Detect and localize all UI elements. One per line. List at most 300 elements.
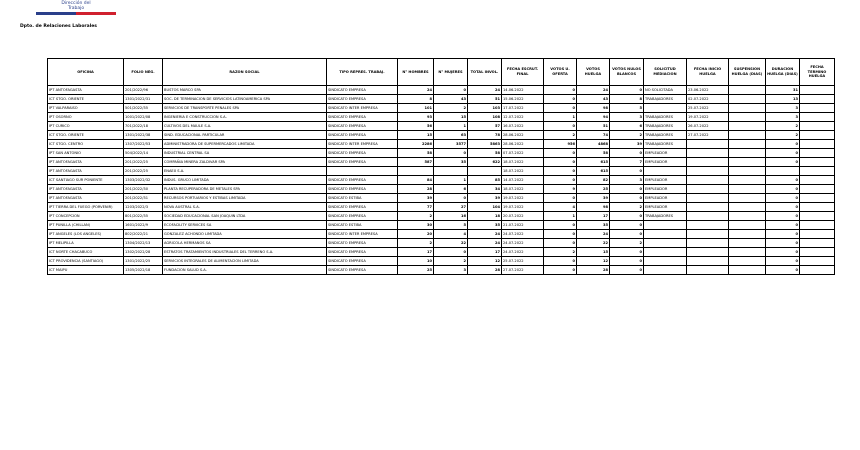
table-cell: 0	[766, 248, 800, 257]
table-cell: SINDICATO ESTIBA	[327, 221, 398, 230]
table-cell	[800, 122, 835, 131]
table-cell: IPT CURICO	[48, 122, 124, 131]
table-cell: 94	[577, 113, 610, 122]
table-cell	[729, 86, 766, 95]
table-cell: 2	[610, 203, 644, 212]
table-cell: 24	[468, 230, 502, 239]
table-cell	[800, 212, 835, 221]
table-row	[48, 113, 835, 122]
table-cell: 101	[398, 104, 434, 113]
table-cell: EMPLEADOR	[644, 158, 687, 167]
table-cell: 0	[610, 221, 644, 230]
table-cell	[800, 230, 835, 239]
table-cell: 0	[610, 212, 644, 221]
table-cell	[729, 140, 766, 149]
table-cell: ESTRATOS TRATAMIENTOS INDUSTRIALES DEL TERRENO S.A.	[163, 248, 327, 257]
table-cell: SINDICATO EMPRESA	[327, 248, 398, 257]
table-cell	[687, 221, 729, 230]
table-cell: 93	[398, 113, 434, 122]
table-row	[48, 266, 835, 275]
table-cell	[729, 104, 766, 113]
table-cell	[766, 167, 800, 176]
table-cell: 0	[544, 230, 577, 239]
table-cell: COMPAÑIA MINERA ZALDIVAR SPA	[163, 158, 327, 167]
table-cell: SINDICATO EMPRESA	[327, 239, 398, 248]
table-cell: 9	[544, 185, 577, 194]
table-cell: 20.07.2022	[502, 212, 544, 221]
table-cell: SINDICATO EMPRESA	[327, 212, 398, 221]
table-cell	[434, 167, 468, 176]
table-cell: ENAEX S.A.	[163, 167, 327, 176]
logo-line-2: Trabajo	[67, 6, 85, 11]
table-cell: 7	[610, 158, 644, 167]
table-cell	[800, 86, 835, 95]
table-cell: 12.07.2022	[502, 113, 544, 122]
table-cell: ICT MAIPU	[48, 266, 124, 275]
table-cell: GONZALEZ ACHONDO LIMITADA	[163, 230, 327, 239]
table-cell	[800, 266, 835, 275]
table-cell: 3	[766, 104, 800, 113]
column-header: FECHA TERMINO HUELGA	[800, 59, 835, 86]
table-cell: SINDICATO EMPRESA	[327, 95, 398, 104]
table-cell: 201/2022/31	[124, 194, 163, 203]
column-header: FOLIO NEG.	[124, 59, 163, 86]
table-cell: 4868	[577, 140, 610, 149]
table-cell: 615	[577, 167, 610, 176]
table-cell: 2	[544, 131, 577, 140]
table-cell: 24.07.2022	[502, 248, 544, 257]
column-header: N° MUJERES	[434, 59, 468, 86]
table-cell: 0	[766, 140, 800, 149]
table-cell: SINDICATO EMPRESA	[327, 86, 398, 95]
table-cell: 0	[544, 158, 577, 167]
table-cell: 0	[544, 194, 577, 203]
table-cell: 15	[434, 113, 468, 122]
table-cell: SINDICATO INTER EMPRESA	[327, 104, 398, 113]
table-cell: 0	[610, 149, 644, 158]
table-cell: 3	[434, 266, 468, 275]
column-header: VOTOS HUELGA	[577, 59, 610, 86]
table-cell: 0	[766, 239, 800, 248]
table-cell: 34	[468, 185, 502, 194]
table-row	[48, 86, 835, 95]
table-cell: 51	[577, 122, 610, 131]
table-row	[48, 203, 835, 212]
table-cell	[729, 167, 766, 176]
table-cell: RECURSOS PORTUARIOS Y ESTIBAS LIMITADA	[163, 194, 327, 203]
table-cell: SINDICATO EMPRESA	[327, 185, 398, 194]
table-cell: 0	[544, 122, 577, 131]
table-cell: 25.07.2022	[502, 257, 544, 266]
table-cell: 25	[577, 185, 610, 194]
table-cell	[800, 113, 835, 122]
table-cell	[800, 257, 835, 266]
table-cell	[729, 95, 766, 104]
table-cell: ADMINISTRADORA DE SUPERMERCADOS LIMITADA	[163, 140, 327, 149]
table-cell	[729, 221, 766, 230]
table-cell: 2	[544, 248, 577, 257]
table-cell: 24	[468, 86, 502, 95]
table-row	[48, 176, 835, 185]
table-cell: 35	[434, 158, 468, 167]
column-header: FECHA ESCRUT. FINAL	[502, 59, 544, 86]
table-cell	[729, 257, 766, 266]
table-cell: CULTIVOS DEL MAULE S.A.	[163, 122, 327, 131]
table-cell: EMPLEADOR	[644, 194, 687, 203]
table-cell: 3577	[434, 140, 468, 149]
column-header: N° HOMBRES	[398, 59, 434, 86]
table-cell: IPT ANTOFAGASTA	[48, 194, 124, 203]
table-cell: 0	[610, 86, 644, 95]
table-row	[48, 131, 835, 140]
table-cell	[644, 239, 687, 248]
table-cell: 0	[434, 86, 468, 95]
table-cell	[729, 149, 766, 158]
table-cell: 16	[434, 212, 468, 221]
table-cell	[800, 176, 835, 185]
table-cell: 39	[468, 194, 502, 203]
table-cell: 201/2022/25	[124, 158, 163, 167]
table-cell: 622	[468, 158, 502, 167]
table-cell: BUSTOS MARCO SPA	[163, 86, 327, 95]
table-cell: 0	[544, 221, 577, 230]
table-cell: TRABAJADORES	[644, 212, 687, 221]
table-cell: 82	[577, 176, 610, 185]
table-cell: 2	[434, 257, 468, 266]
table-cell: SINDICATO INTER EMPRESA	[327, 230, 398, 239]
table-cell	[800, 158, 835, 167]
table-cell: 10	[398, 257, 434, 266]
table-row	[48, 140, 835, 149]
table-cell	[687, 212, 729, 221]
table-cell: 13	[766, 95, 800, 104]
table-cell: IPT ANTOFAGASTA	[48, 86, 124, 95]
table-row	[48, 221, 835, 230]
table-cell: FUNDACION SALUD S.A.	[163, 266, 327, 275]
table-cell	[687, 239, 729, 248]
column-header: RAZON SOCIAL	[163, 59, 327, 86]
table-cell: INGENIERIA E CONSTRUCCION S.A.	[163, 113, 327, 122]
table-cell: 24	[468, 239, 502, 248]
table-cell: 85	[468, 176, 502, 185]
table-cell: SINDICATO EMPRESA	[327, 266, 398, 275]
table-cell: 98	[577, 104, 610, 113]
table-cell: 0	[434, 194, 468, 203]
column-header: TOTAL INVOL.	[468, 59, 502, 86]
table-cell: 2	[398, 239, 434, 248]
table-cell: 5	[434, 221, 468, 230]
table-cell: 18.07.2022	[502, 167, 544, 176]
table-cell: 22	[434, 239, 468, 248]
table-cell: 0	[544, 104, 577, 113]
table-cell	[729, 203, 766, 212]
table-cell	[687, 203, 729, 212]
table-cell: 17	[468, 248, 502, 257]
table-cell: IPT PUNILLA (CHILLAN)	[48, 221, 124, 230]
table-cell: TRABAJADORES	[644, 140, 687, 149]
column-header: VOTOS U. OFERTA	[544, 59, 577, 86]
table-cell: SINDICATO EMPRESA	[327, 131, 398, 140]
table-row	[48, 158, 835, 167]
table-cell: 77	[398, 203, 434, 212]
table-cell: 18	[468, 212, 502, 221]
table-cell: TRABAJADORES	[644, 131, 687, 140]
table-cell: INDUS. GRUCO LIMITADA	[163, 176, 327, 185]
table-cell: 28.06.2022	[502, 140, 544, 149]
table-cell	[800, 221, 835, 230]
table-cell: 0	[544, 239, 577, 248]
table-cell: 5863	[468, 140, 502, 149]
column-header: DURACION HUELGA (DIAS)	[766, 59, 800, 86]
table-cell: 0	[544, 95, 577, 104]
table-cell: 0	[434, 149, 468, 158]
table-cell: IPT ANGELES (LOS ANGELES)	[48, 230, 124, 239]
table-cell	[687, 257, 729, 266]
table-cell: 6	[434, 185, 468, 194]
table-cell: SERVICIOS INTEGRALES DE ALIMENTACION LIMITADA	[163, 257, 327, 266]
table-cell: 5	[610, 104, 644, 113]
table-row	[48, 185, 835, 194]
table-cell	[729, 131, 766, 140]
table-cell	[729, 176, 766, 185]
table-cell: 201/2022/25	[124, 167, 163, 176]
table-row	[48, 194, 835, 203]
table-cell	[687, 266, 729, 275]
table-cell: 701/2022/18	[124, 122, 163, 131]
table-cell	[687, 167, 729, 176]
table-cell: 0	[610, 266, 644, 275]
table-cell: 15.06.2022	[502, 95, 544, 104]
table-cell: 2	[434, 104, 468, 113]
table-cell: 22	[577, 239, 610, 248]
table-cell: TRABAJADORES	[644, 113, 687, 122]
table-cell: 98	[577, 203, 610, 212]
table-cell: 12	[577, 257, 610, 266]
table-row	[48, 257, 835, 266]
table-row	[48, 104, 835, 113]
table-cell: EMPLEADOR	[644, 185, 687, 194]
table-cell: ICT STGO. CENTRO	[48, 140, 124, 149]
table-cell: 39	[610, 140, 644, 149]
table-cell: 0	[766, 212, 800, 221]
table-cell: 1	[544, 113, 577, 122]
table-cell: 24.07.2022	[502, 239, 544, 248]
table-cell	[687, 149, 729, 158]
table-cell: IPT MELIPILLA	[48, 239, 124, 248]
column-header: VOTOS NULOS BLANCOS	[610, 59, 644, 86]
table-cell: ICT NORTE CHACABUCO	[48, 248, 124, 257]
table-cell	[644, 230, 687, 239]
table-cell: 58	[468, 149, 502, 158]
table-cell: 1601/2022/9	[124, 221, 163, 230]
table-cell: 1	[434, 122, 468, 131]
table-cell: 4	[434, 230, 468, 239]
table-body	[48, 86, 835, 275]
table-cell: 0	[610, 167, 644, 176]
table-cell: 0	[544, 167, 577, 176]
table-cell: 26.07.2022	[687, 122, 729, 131]
table-cell: SERVICIOS DE TRANSPORTE PENALES SPA	[163, 104, 327, 113]
table-row	[48, 212, 835, 221]
table-cell	[729, 185, 766, 194]
table-cell	[687, 194, 729, 203]
table-cell: IPT ANTOFAGASTA	[48, 185, 124, 194]
table-cell: 63	[434, 131, 468, 140]
table-cell: 21.07.2022	[502, 221, 544, 230]
table-cell: 43	[577, 95, 610, 104]
table-cell: 0	[766, 149, 800, 158]
table-cell	[644, 257, 687, 266]
table-cell: 74	[577, 131, 610, 140]
table-cell: 0	[544, 149, 577, 158]
table-cell: SINDICATO EMPRESA	[327, 176, 398, 185]
table-cell: 2286	[398, 140, 434, 149]
logo-text	[36, 1, 116, 11]
table-cell: 07.07.2022	[502, 149, 544, 158]
table-cell: 0	[610, 248, 644, 257]
table-cell	[729, 230, 766, 239]
table-cell	[687, 185, 729, 194]
table-cell: 103	[468, 104, 502, 113]
table-row	[48, 95, 835, 104]
table-cell: 27	[434, 203, 468, 212]
table-cell: 1301/2022/31	[124, 95, 163, 104]
table-cell: 0	[544, 86, 577, 95]
table-cell: 17	[577, 212, 610, 221]
table-cell: PLANTA RECUPERADORA DE METALES SPA	[163, 185, 327, 194]
table-cell: 501/2022/35	[124, 104, 163, 113]
table-cell	[687, 140, 729, 149]
table-cell: IPT VALPARAISO	[48, 104, 124, 113]
table-cell	[800, 203, 835, 212]
table-cell: SINDICATO EMPRESA	[327, 113, 398, 122]
table-cell: ICT SANTIAGO SUR PONIENTE	[48, 176, 124, 185]
table-cell: 8	[398, 95, 434, 104]
table-cell: SINDICATO EMPRESA	[327, 149, 398, 158]
table-cell: 35	[468, 221, 502, 230]
table-cell: 12	[468, 257, 502, 266]
table-cell: 1301/2022/25	[124, 257, 163, 266]
table-cell: 25	[398, 266, 434, 275]
table-cell: 57	[468, 122, 502, 131]
table-cell: ICT PROVIDENCIA (SANTIAGO)	[48, 257, 124, 266]
column-header: TIPO REPRES. TRABAJ.	[327, 59, 398, 86]
table-cell: 19.07.2022	[502, 194, 544, 203]
table-cell: 51	[468, 95, 502, 104]
column-header: FECHA INICIO HUELGA	[687, 59, 729, 86]
table-cell: 0	[766, 221, 800, 230]
table-cell: 1303/2022/32	[124, 176, 163, 185]
table-header-row	[48, 59, 835, 86]
table-cell: 6	[610, 122, 644, 131]
table-row	[48, 239, 835, 248]
table-row	[48, 167, 835, 176]
table-cell: 1	[434, 176, 468, 185]
table-cell	[729, 239, 766, 248]
table-cell: 104	[468, 203, 502, 212]
table-cell: 28	[398, 185, 434, 194]
table-cell	[800, 185, 835, 194]
table-cell: 28	[577, 266, 610, 275]
table-cell: 0	[610, 257, 644, 266]
table-cell: 24	[577, 86, 610, 95]
table-cell: 0	[766, 194, 800, 203]
table-cell	[644, 167, 687, 176]
table-cell: 1	[544, 212, 577, 221]
table-cell	[687, 158, 729, 167]
column-header: OFICINA	[48, 59, 124, 86]
table-cell: 0	[434, 248, 468, 257]
table-cell: 0	[610, 194, 644, 203]
table-cell: 201/2022/96	[124, 86, 163, 95]
table-cell: 31	[766, 86, 800, 95]
table-cell: 23.06.2022	[687, 86, 729, 95]
table-cell	[687, 248, 729, 257]
table-cell: SINDICATO EMPRESA	[327, 203, 398, 212]
table-cell: 14.07.2022	[502, 176, 544, 185]
table-cell	[800, 248, 835, 257]
table-cell	[729, 194, 766, 203]
table-cell: SINDICATO EMPRESA	[327, 122, 398, 131]
table-cell: 3	[766, 113, 800, 122]
table-cell: 24	[577, 230, 610, 239]
table-cell: 17.07.2022	[502, 104, 544, 113]
table-cell: EMPLEADOR	[644, 176, 687, 185]
table-cell	[729, 122, 766, 131]
table-cell: 2	[610, 131, 644, 140]
table-cell: AGRICOLA HERMANOS SA	[163, 239, 327, 248]
table-cell: ECOFACILITY SERVICES SA	[163, 221, 327, 230]
table-cell: 0	[766, 257, 800, 266]
table-cell: 18.07.2022	[502, 185, 544, 194]
table-cell: 615	[577, 158, 610, 167]
table-cell	[327, 167, 398, 176]
table-cell: 19.07.2022	[502, 203, 544, 212]
table-cell: 43	[434, 95, 468, 104]
table-cell	[644, 248, 687, 257]
table-cell	[644, 104, 687, 113]
table-cell	[729, 266, 766, 275]
table-cell	[800, 131, 835, 140]
table-row	[48, 248, 835, 257]
table-cell: 801/2022/35	[124, 212, 163, 221]
table-cell: 1203/2022/3	[124, 203, 163, 212]
table-cell: IPT ANTOFAGASTA	[48, 158, 124, 167]
table-cell: TRABAJADORES	[644, 95, 687, 104]
table-cell: 24.07.2022	[502, 230, 544, 239]
column-header: SOLICITUD MEDIACION	[644, 59, 687, 86]
table-cell	[729, 248, 766, 257]
table-cell	[687, 176, 729, 185]
table-cell: 2	[610, 239, 644, 248]
table-cell: 3	[610, 113, 644, 122]
table-cell: 24	[398, 86, 434, 95]
table-cell: 15	[577, 248, 610, 257]
table-cell: 1001/2022/08	[124, 113, 163, 122]
table-cell: ICT STGO. ORIENTE	[48, 131, 124, 140]
table-cell: 27.07.2022	[687, 131, 729, 140]
table-cell: SIND. EDUCACIONAL PARTICULAR	[163, 131, 327, 140]
table-cell	[800, 149, 835, 158]
table-cell	[729, 113, 766, 122]
table-cell: 3	[610, 176, 644, 185]
table-cell: 587	[398, 158, 434, 167]
table-cell: 30	[398, 221, 434, 230]
table-cell: SINDICATO INTER EMPRESA	[327, 140, 398, 149]
table-cell: 0	[766, 176, 800, 185]
table-cell: 0	[766, 230, 800, 239]
table-cell	[468, 167, 502, 176]
